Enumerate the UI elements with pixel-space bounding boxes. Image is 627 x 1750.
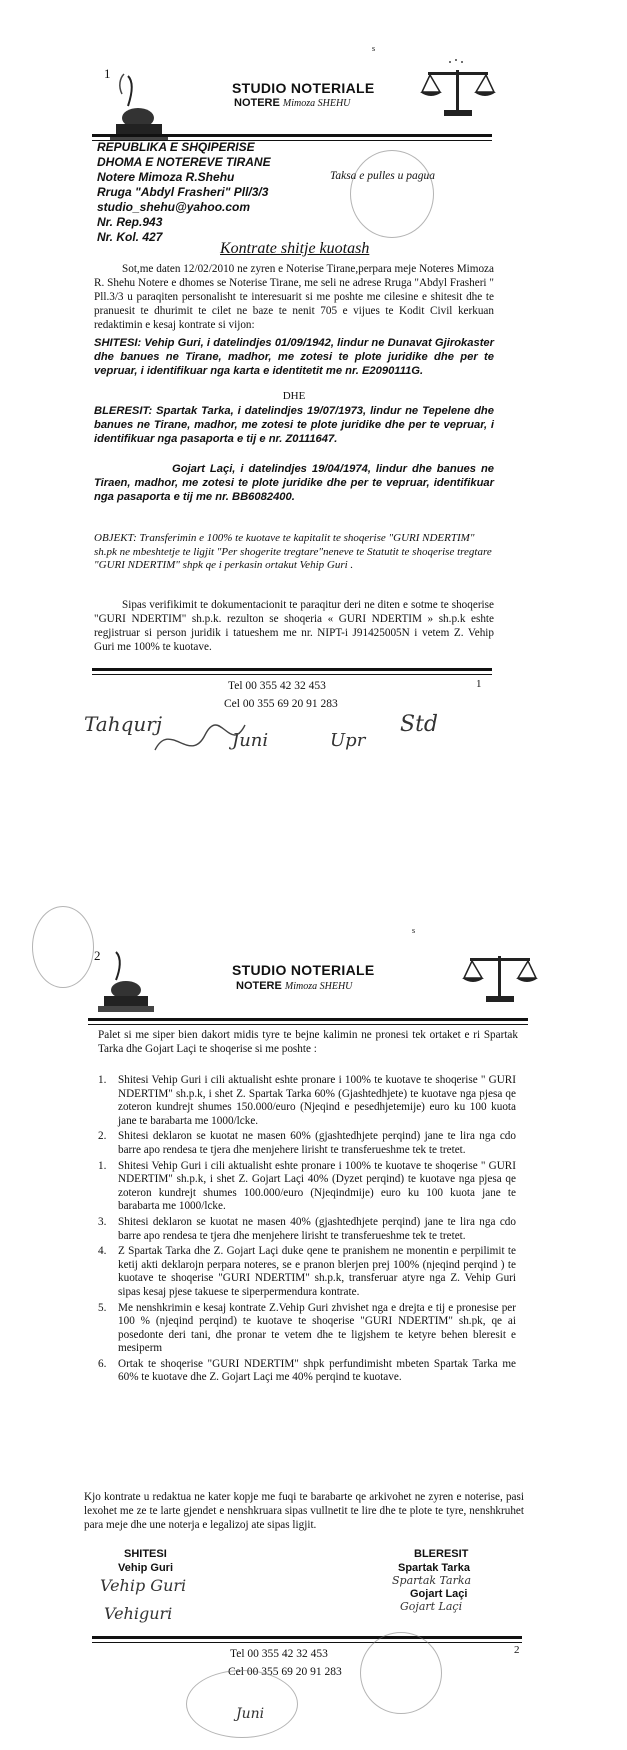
buyer1-paragraph: BLERESIT: Spartak Tarka, i datelindjes 19/07/1973, lindur ne Tepelene dhe banues ne Tirane, madhor, me zotesi te plote juridike dhe per te vepruar, i identifikuar nga pasaporta e tij e nr. Z0111647. — [94, 405, 494, 445]
address-line: Rruga "Abdyl Frasheri" Pll/3/3 — [97, 185, 269, 199]
notere-name: Mimoza SHEHU — [282, 98, 351, 109]
signature: Spartak Tarka — [392, 1574, 472, 1587]
notary-press-icon — [88, 946, 164, 1016]
verification-paragraph: Sipas verifikimit te dokumentacionit te paraqitur deri ne diten e sotme te shoqerise "GURI NDERTIM" sh.p.k. rezulton se shoqeria « GURI NDERTIM » sh.p.k eshte regjistruar si person juridik i tatueshem me nr. NIPT-i J91425005N i vetem Z. Vehip Guri me 100% te kuotave. — [94, 599, 494, 653]
list-item: 1. Shitesi Vehip Guri i cili aktualisht eshte pronare i 100% te kuotave te shoqerise " GURI NDERTIM" sh.p.k, i shet Z. Spartak Tarka 60% (Gjashtedhjete) te kuotave nga pjesa qe zoteron kundrejt shumes 150.000/euro (Njeqind e pesedhjetemije) euro ku 100 kuota jane te barabarta me 1000/lcke. — [98, 1074, 516, 1127]
cel-number: Cel 00 355 69 20 91 283 — [228, 1666, 342, 1678]
notary-stamp — [186, 1670, 298, 1738]
buyer2-paragraph: Gojart Laçi, i datelindjes 19/04/1974, lindur dhe banues ne Tiraen, madhor, me zotesi te plote juridike dhe per te vepruar, identifikuar nga pasaporta e tij me nr. BB6082400. — [94, 463, 494, 503]
intro-paragraph: Sot,me daten 12/02/2010 ne zyren e Noterise Tirane,perpara meje Noteres Mimoza R. Shehu Notere e dhomes se Noterise Tirane, me seli ne adrese Rruga "Abdyl Frasheri " Pll.3/3 u paraqiten personalisht te interesuarit si me poshte me cilesine e shitesit dhe te pranuesit te dhurimit te cilet ne baze te nenit 705 e vijues te Kodit Civil kerkuan redaktimin e kesaj kontrate si vijon: — [94, 263, 494, 331]
dhe-label: DHE — [282, 390, 306, 402]
signature-scribble — [150, 710, 250, 770]
signature: Vehiguri — [104, 1604, 173, 1623]
buyer2-name: Gojart Laçi — [410, 1588, 468, 1600]
header-rule — [88, 1018, 528, 1021]
page-number-top: 2 — [94, 948, 101, 963]
objekt-paragraph: OBJEKT: Transferimin e 100% te kuotave te kapitalit te shoqerise "GURI NDERTIM" sh.pk ne mbeshtetje te ligjit "Per shogerite tregtare"neneve te Statutit te shoqerise tregtare "GURI NDERTIM" shpk qe i perkasin ortakut Vehip Guri . — [94, 532, 492, 571]
list-item: 5. Me nenshkrimin e kesaj kontrate Z.Vehip Guri zhvishet nga e drejta e tij e pronesise per 100 % (njeqind perqind) te kuotave te shoqerise "GURI NDERTIM" sh.pk, qe ai posedonte deri tani, dhe pronar te vetem dhe te ligjshem te ketyre behen bleresit e mesiperm — [98, 1301, 516, 1355]
seller-label: SHITESI — [124, 1548, 167, 1560]
notere-label: NOTERE — [234, 97, 280, 109]
notary-stamp — [360, 1632, 442, 1714]
document-page-2 — [0, 880, 627, 1750]
address-block — [97, 140, 271, 245]
footer-page-number: 2 — [514, 1644, 520, 1656]
notere-name: Mimoza SHEHU — [284, 981, 353, 992]
closing-paragraph: Kjo kontrate u redaktua ne kater kopje me fuqi te barabarte qe arkivohet ne zyren e noterise, pasi lexohet me ze te larte gjendet e nenshkruara sipas vullnetit te lire dhe te plote te tyre, nenshkruhet para meje dhe une noterja e legalizoj ate sipas ligjit. — [84, 1491, 524, 1531]
signature: Tahqurj — [84, 712, 163, 736]
list-item: 4. Z Spartak Tarka dhe Z. Gojart Laçi duke qene te pranishem ne monentin e perpilimit te ketij akti deklarojn perpara noteres, se e pranon blerjen prej 100% (njeqind perqind ) te kuotave te shoqerise "GURI NDERTIM" sh.p.k, transferuar atyre nga Z. Vehip Guri sipas kesaj pjese takuese te siperpermendura kontrate. — [98, 1245, 516, 1298]
signature: Vehip Guri — [100, 1576, 187, 1595]
notere-line — [236, 980, 352, 992]
footer-rule-thin — [92, 674, 492, 675]
signature: Juni — [232, 730, 269, 751]
dot-marker: s — [372, 44, 376, 53]
seller-name: Vehip Guri — [118, 1562, 174, 1574]
notary-stamp — [32, 906, 94, 988]
signature: Upr — [330, 730, 366, 751]
notary-stamp — [350, 150, 434, 238]
notere-label: NOTERE — [236, 980, 282, 992]
list-item: 6. Ortak te shoqerise "GURI NDERTIM" shpk perfundimisht mbeten Spartak Tarka me 60% te kuotave dhe Z. Gojart Laçi me 40% perqind te kuotave. — [98, 1357, 516, 1384]
signature: Gojart Laçi — [400, 1600, 463, 1613]
header-rule-thin — [88, 1024, 528, 1025]
lead-paragraph: Palet si me siper bien dakort midis tyre te bejne kalimin ne pronesi tek ortaket e ri Spartak Tarka dhe Gojart Laçi te shoqerise si me poshte : — [98, 1029, 518, 1055]
clause-list — [96, 1074, 516, 1387]
taksa-note: Taksa e pulles u pagua — [330, 170, 435, 182]
address-line: REPUBLIKA E SHQIPERISE — [97, 140, 255, 154]
seller-paragraph: SHITESI: Vehip Guri, i datelindjes 01/09/1942, lindur ne Dunavat Gjirokaster dhe banues ne Tirane, madhor, me zotesi te plote juridike dhe per te vepruar, i identifikuar nga karta e identitetit me nr. E2090111G. — [94, 337, 494, 377]
tel-number: Tel 00 355 42 32 453 — [230, 1648, 328, 1660]
studio-title: STUDIO NOTERIALE — [232, 80, 375, 96]
scales-icon — [420, 56, 496, 120]
footer-rule — [92, 668, 492, 671]
studio-title: STUDIO NOTERIALE — [232, 962, 375, 978]
list-item: 3. Shitesi deklaron se kuotat ne masen 40% (gjashtedhjete perqind) jane te lira nga cdo barre apo rendesa te tjera dhe menjehere lirisht te transferueshme tek te tretet. — [98, 1215, 516, 1242]
footer-rule-thin — [92, 1642, 522, 1643]
address-line: Nr. Rep.943 — [97, 215, 163, 229]
footer-page-number: 1 — [476, 678, 482, 690]
contract-title: Kontrate shitje kuotash — [220, 240, 370, 257]
footer-rule — [92, 1636, 522, 1639]
address-line: Notere Mimoza R.Shehu — [97, 170, 235, 184]
tel-number: Tel 00 355 42 32 453 — [228, 680, 326, 692]
buyers-label: BLERESIT — [414, 1548, 469, 1560]
notere-line — [234, 97, 350, 109]
header-rule — [92, 134, 492, 137]
scales-icon — [462, 942, 538, 1006]
address-line: studio_shehu@yahoo.com — [97, 200, 251, 214]
list-item: 1. Shitesi Vehip Guri i cili aktualisht eshte pronare i 100% te kuotave te shoqerise " GURI NDERTIM" sh.p.k, i shet Z. Gojart Laçi 40% (Dyzet perqind) te kuotave nga pjesa qe zoteron kundrejt shumes 100.000/euro (Njeqindmije) euro ku 100 kuota jane te barabarta me 1000/lcke. — [98, 1159, 516, 1213]
list-item: 2. Shitesi deklaron se kuotat ne masen 60% (gjashtedhjete perqind) jane te lira nga cdo barre apo rendesa te tjera dhe menjehere lirisht te transferueshme tek te tretet. — [98, 1130, 516, 1156]
page-number-top: 1 — [104, 66, 111, 81]
signature: Std — [400, 712, 438, 737]
address-line: DHOMA E NOTEREVE TIRANE — [97, 155, 271, 169]
dot-marker: s — [412, 926, 416, 935]
cel-number: Cel 00 355 69 20 91 283 — [224, 698, 338, 710]
address-line: Nr. Kol. 427 — [97, 230, 163, 244]
signature: Juni — [236, 1706, 265, 1722]
buyer1-name: Spartak Tarka — [398, 1562, 470, 1574]
